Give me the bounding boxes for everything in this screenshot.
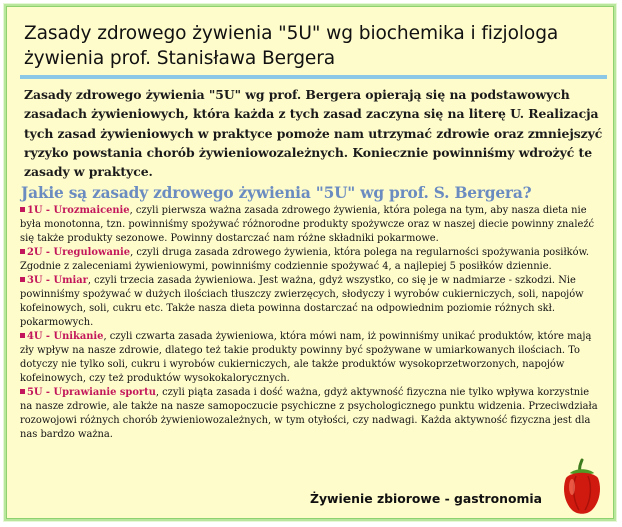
rule-item-1 (20, 204, 602, 246)
rule-name: 5U - Uprawianie sportu (27, 387, 156, 398)
square-bullet-icon (20, 333, 25, 338)
footer-caption: Żywienie zbiorowe - gastronomia (310, 491, 543, 506)
rule-text: , czyli trzecia zasada żywieniowa. Jest ważna, gdyż wszystko, co się je w nadmiarze - szkodzi. Nie powinniśmy spożywać w dużych ilościach tłuszczy zwierzęcych, słodyczy i wyrobów cukierniczych, soli, napojów kofeinowych, soli, cukru etc. Także nasza dieta powinna dostarczać na odpowiednim poziomie różnych skł. pokarmowych. (20, 275, 584, 328)
intro-paragraph: Zasady zdrowego żywienia "5U" wg prof. Bergera opierają się na podstawowych zasadach żywieniowych, która każda z tych zasad zaczyna się na literę U. Realizacja tych zasad żywieniowych w praktyce pomoże nam utrzymać zdrowie oraz zmniejszyć ryzyko powstania chorób żywieniowozależnych. Koniecznie powinniśmy wdrożyć te zasady w praktyce. (24, 87, 603, 180)
rule-name: 2U - Uregulowanie (27, 247, 131, 258)
infographic-card (6, 6, 614, 519)
rule-text: , czyli druga zasada zdrowego żywienia, która polega na regularności spożywania posiłków. Zgodnie z zaleceniami żywieniowymi, powinniśmy codziennie spożywać 4, a najlepiej 5 posiłków dziennie. (20, 247, 589, 272)
section-heading: Jakie są zasady zdrowego żywienia "5U" wg prof. S. Bergera? (21, 184, 532, 202)
red-pepper-icon (552, 456, 612, 518)
rules-list (20, 204, 602, 442)
square-bullet-icon (20, 207, 25, 212)
page-title: Zasady zdrowego żywienia "5U" wg biochemika i fizjologa żywienia prof. Stanisława Bergera (24, 23, 559, 69)
square-bullet-icon (20, 389, 25, 394)
rule-name: 1U - Urozmaicenie (27, 205, 130, 216)
rule-item-3 (20, 274, 602, 330)
rule-name: 4U - Unikanie (27, 331, 104, 342)
square-bullet-icon (20, 277, 25, 282)
rule-item-2 (20, 246, 602, 274)
rule-item-4 (20, 330, 602, 386)
rule-item-5 (20, 386, 602, 442)
square-bullet-icon (20, 249, 25, 254)
rule-text: , czyli czwarta zasada żywieniowa, która mówi nam, iż powinniśmy unikać produktów, które mają zły wpływ na nasze zdrowie, dlatego też takie produkty powinny być spożywane w umiarkowanych ilościach. To dotyczy nie tylko soli, cukru i wyrobów cukierniczych, ale także produktów wysokoprzetworzonych, napojów kofeinowych, czy też produktów wysokokalorycznych. (20, 331, 592, 384)
rule-text: , czyli pierwsza ważna zasada zdrowego żywienia, która polega na tym, aby nasza dieta nie była monotonna, tzn. powinniśmy spożywać różnorodne produkty spożywcze oraz w naszej diecie powinny znaleźć się także produkty sezonowe. Powinny dostarczać nam różne składniki pokarmowe. (20, 205, 595, 244)
rule-name: 3U - Umiar (27, 275, 88, 286)
rule-text: , czyli piąta zasada i dość ważna, gdyż aktywność fizyczna nie tylko wpływa korzystnie na nasze zdrowie, ale także na nasze samopoczucie psychiczne z psychologicznego punktu widzenia. Przeciwdziała rozowojowi różnych chorób żywieniowozależnych, w tym otyłości, czy nadwagi. Każda aktywność fizyczna jest dla nas bardzo ważna. (20, 387, 598, 440)
title-divider (20, 75, 607, 79)
